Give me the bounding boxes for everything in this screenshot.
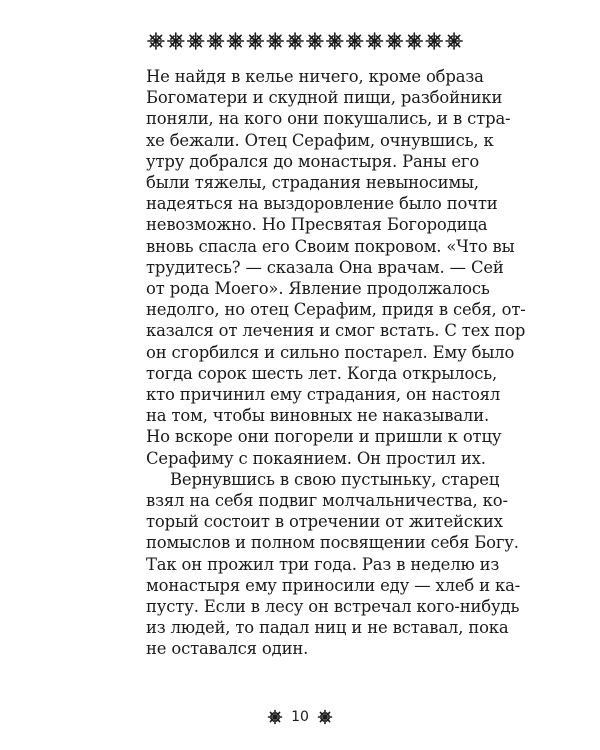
text-line: поняли, на кого они покушались, и в стра- [146, 109, 511, 129]
text-line: казался от лечения и смог встать. С тех пор [146, 321, 526, 341]
text-line: пусту. Если в лесу он встречал кого-нибудь [146, 597, 520, 617]
text-line: помыслов и полном посвящении себя Богу. [146, 533, 519, 553]
decorative-snowflake-icon [317, 709, 333, 725]
text-line: Богоматери и скудной пищи, разбойники [146, 88, 503, 108]
text-line: на том, чтобы виновных не наказывали. [146, 406, 490, 426]
decorative-border-top [146, 30, 464, 52]
text-line: хе бежали. Отец Серафим, очнувшись, к [146, 130, 494, 150]
text-line: не оставался один. [146, 639, 309, 659]
text-line: от рода Моего». Явление продолжалось [146, 279, 490, 299]
text-line: из людей, то падал ниц и не вставал, пока [146, 618, 509, 638]
text-line: были тяжелы, страдания невыносимы, [146, 173, 479, 193]
text-line: кто причинил ему страдания, он настоял [146, 385, 501, 405]
text-line: он сгорбился и сильно постарел. Ему было [146, 342, 515, 362]
text-line: трудитесь? — сказала Она врачам. — Сей [146, 257, 504, 277]
text-line: вновь спасла его Своим покровом. «Что вы [146, 236, 515, 256]
text-line: невозможно. Но Пресвятая Богородица [146, 215, 488, 235]
text-line: Вернувшись в свою пустыньку, старец [170, 469, 500, 489]
text-line: взял на себя подвиг молчальничества, ко- [146, 491, 508, 511]
text-line: Не найдя в келье ничего, кроме образа [146, 67, 484, 86]
text-line: Так он прожил три года. Раз в неделю из [146, 554, 500, 574]
paragraph-1 [146, 66, 526, 469]
page-number: 10 [291, 709, 309, 725]
text-line: тогда сорок шесть лет. Когда открылось, [146, 363, 498, 383]
paragraph-2 [146, 469, 521, 660]
page-text [146, 66, 526, 660]
text-line: утру добрался до монастыря. Раны его [146, 151, 480, 171]
decorative-snowflake-icon [267, 709, 283, 725]
decorative-snowflake-border-icon [146, 30, 464, 52]
text-line: Но вскоре они погорели и пришли к отцу [146, 427, 502, 447]
text-line: Серафиму с покаянием. Он простил их. [146, 448, 486, 468]
page-footer [0, 703, 600, 731]
text-line: надеяться на выздоровление было почти [146, 194, 498, 214]
text-line: торый состоит в отречении от житейских [146, 512, 503, 532]
text-line: недолго, но отец Серафим, придя в себя, от- [146, 300, 526, 320]
text-line: монастыря ему приносили еду — хлеб и ка- [146, 575, 521, 595]
